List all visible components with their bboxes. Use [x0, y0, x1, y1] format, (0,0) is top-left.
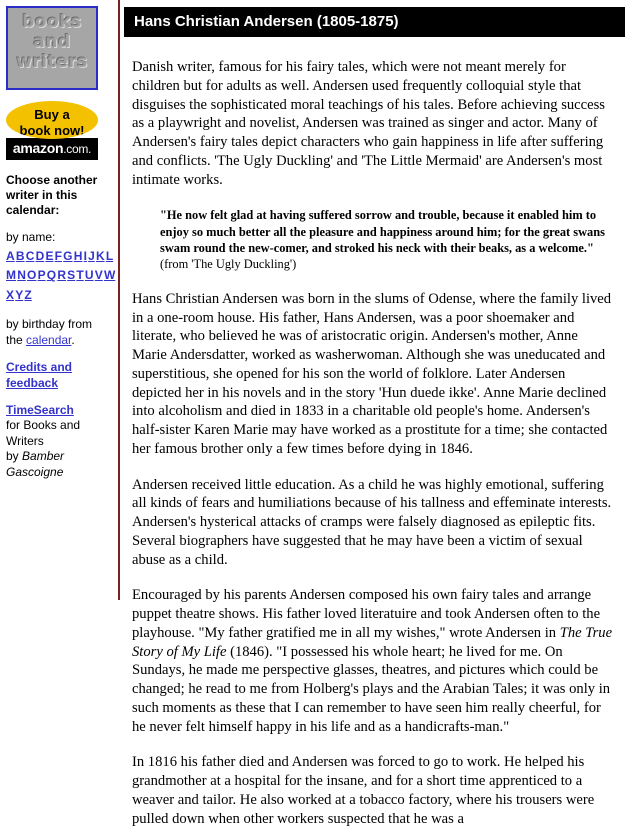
timesearch-desc: for Books and Writers [6, 418, 81, 448]
alphabet-link-w[interactable]: W [103, 268, 116, 283]
sidebar [0, 0, 116, 600]
by-name-label: by name: [6, 230, 56, 244]
paragraph-education: Andersen received little education. As a child he was highly emotional, suffering all kinds of fears and humiliations because of his tallness and effeminate interests. Andersen's hysterical attacks of cramps were falsely diagnosed as epileptic fits. Several biographers have suggested that he may have been a victim of sexual abuse as a child. [132, 476, 612, 568]
amazon-buy-line1: Buy a [34, 107, 70, 122]
alphabet-link-e[interactable]: E [45, 248, 54, 263]
paragraph-1816: In 1816 his father died and Andersen was forced to go to work. He helped his grandmother at a hospital for the insane, and for a short time apprenticed to a weaver and tailor. He also worked at a tobacco factory, where his trousers were pulled down when other workers suspected that he was a [132, 754, 595, 827]
sidebar-content-divider [118, 0, 120, 600]
alphabet-link-q[interactable]: Q [46, 268, 57, 283]
alphabet-link-p[interactable]: P [37, 268, 46, 283]
alphabet-link-c[interactable]: C [25, 248, 35, 263]
pull-quote [124, 207, 622, 273]
alphabet-link-k[interactable]: K [95, 248, 105, 263]
alphabet-index-row-1 [6, 247, 114, 266]
alphabet-link-m[interactable]: M [6, 268, 16, 283]
paragraph-father-part2: (1846). "I possessed his whole heart; he lived for me. On Sundays, he made me perspective glasses, theatres, and pictures which could be changed; he read to me from Holberg's plays and the Arabian Tales; it was only in such moments as these that I can remember to have seen him really cheerful, for he never felt himself happy in his life and as a handicrafts-man." [132, 643, 611, 735]
alphabet-index-row-3 [6, 286, 114, 305]
pull-quote-source: (from 'The Ugly Duckling') [160, 257, 297, 272]
logo-word-books: books [22, 12, 82, 32]
credits-feedback-link[interactable]: Credits and feedback [6, 360, 73, 390]
alphabet-link-z[interactable]: Z [24, 288, 32, 303]
alphabet-link-a[interactable]: A [6, 248, 15, 263]
amazon-brand-text: amazon [12, 140, 64, 156]
amazon-buy-oval[interactable] [6, 101, 98, 139]
timesearch-author: Bamber Gascoigne [6, 449, 65, 479]
logo-word-and: and [33, 32, 71, 52]
paragraph-birth: Hans Christian Andersen was born in the slums of Odense, where the family lived in a one-room house. His father, Hans Andersen, was a poor shoemaker and literate, who believed he was of aristocratic origin. Andersen's mother, Anne Marie Andersdatter, worked as washerwoman. Although she was uneducated and superstitious, she opened for his son the world of folklore. Later Andersen depicted her in his novels and in the story 'Hun duede ikke'. Anne Marie declined into alcoholism and died in 1833 in a charitable old people's home. Andersen's half-sister Karen Marie may have worked as a prostitute for a time; she contacted her famous brother only a few times before dying in 1846. [132, 290, 612, 457]
choose-writer-heading: Choose another writer in this calendar: [6, 173, 98, 217]
by-birthday-text [6, 317, 112, 348]
by-birthday-suffix: . [71, 332, 75, 347]
amazon-buy-line2: book now! [19, 123, 85, 138]
alphabet-link-v[interactable]: V [94, 268, 103, 283]
timesearch-by-prefix: by [6, 449, 23, 464]
alphabet-link-x[interactable]: X [6, 288, 15, 303]
alphabet-link-y[interactable]: Y [15, 288, 24, 303]
alphabet-link-i[interactable]: I [83, 248, 87, 263]
logo-word-writers: writers [16, 52, 88, 72]
alphabet-link-t[interactable]: T [76, 268, 84, 283]
alphabet-link-r[interactable]: R [57, 268, 66, 283]
amazon-buy-banner[interactable] [6, 101, 98, 160]
alphabet-link-b[interactable]: B [15, 248, 25, 263]
alphabet-link-n[interactable]: N [17, 268, 26, 283]
timesearch-link[interactable]: TimeSearch [6, 402, 74, 417]
site-logo[interactable] [6, 6, 98, 90]
alphabet-link-j[interactable]: J [88, 248, 95, 263]
timesearch-block [6, 403, 112, 481]
paragraph-intro: Danish writer, famous for his fairy tales, which were not meant merely for children but for adults as well. Andersen used frequently colloquial style that disguises the sophisticated moral teachings of his tales. Before achieving success as a playwright and novelist, Andersen was trained as singer and actor. Many of Andersen's fairy tales depict characters who gain happiness in life after suffering and conflicts. 'The Ugly Duckling' and 'The Little Mermaid' are Andersen's most intimate works. [132, 59, 605, 188]
site-logo-inner [8, 14, 96, 71]
amazon-brand-suffix: .com. [63, 142, 92, 156]
credits-feedback-container [6, 360, 112, 391]
alphabet-link-s[interactable]: S [67, 268, 76, 283]
paragraph-father [124, 586, 622, 736]
alphabet-link-u[interactable]: U [84, 268, 94, 283]
amazon-brand-bar[interactable] [6, 138, 98, 160]
alphabet-link-f[interactable]: F [54, 248, 62, 263]
alphabet-link-o[interactable]: O [27, 268, 37, 283]
main-content [124, 0, 630, 827]
page-title: Hans Christian Andersen (1805-1875) [124, 7, 625, 37]
paragraph-father-part1: Encouraged by his parents Andersen composed his own fairy tales and arrange puppet theatre shows. His father loved literatuire and took Andersen often to the playhouse. "My father gratified me in all my wishes," wrote Andersen in [132, 587, 601, 641]
alphabet-link-g[interactable]: G [63, 248, 73, 263]
alphabet-index-row-2 [6, 266, 114, 285]
alphabet-link-l[interactable]: L [105, 248, 114, 263]
alphabet-link-d[interactable]: D [35, 248, 45, 263]
pull-quote-text: "He now felt glad at having suffered sorrow and trouble, because it enabled him to enjoy so much better all the pleasure and happiness around him; for the great swans swam round the new-comer, and stroked his neck with their beaks, as a welcome." [160, 208, 605, 255]
alphabet-link-h[interactable]: H [73, 248, 83, 263]
calendar-link[interactable]: calendar [26, 332, 72, 347]
by-birthday-prefix: by birthday from the [6, 317, 93, 347]
book-title-true-story: The True Story of My Life [132, 624, 613, 660]
